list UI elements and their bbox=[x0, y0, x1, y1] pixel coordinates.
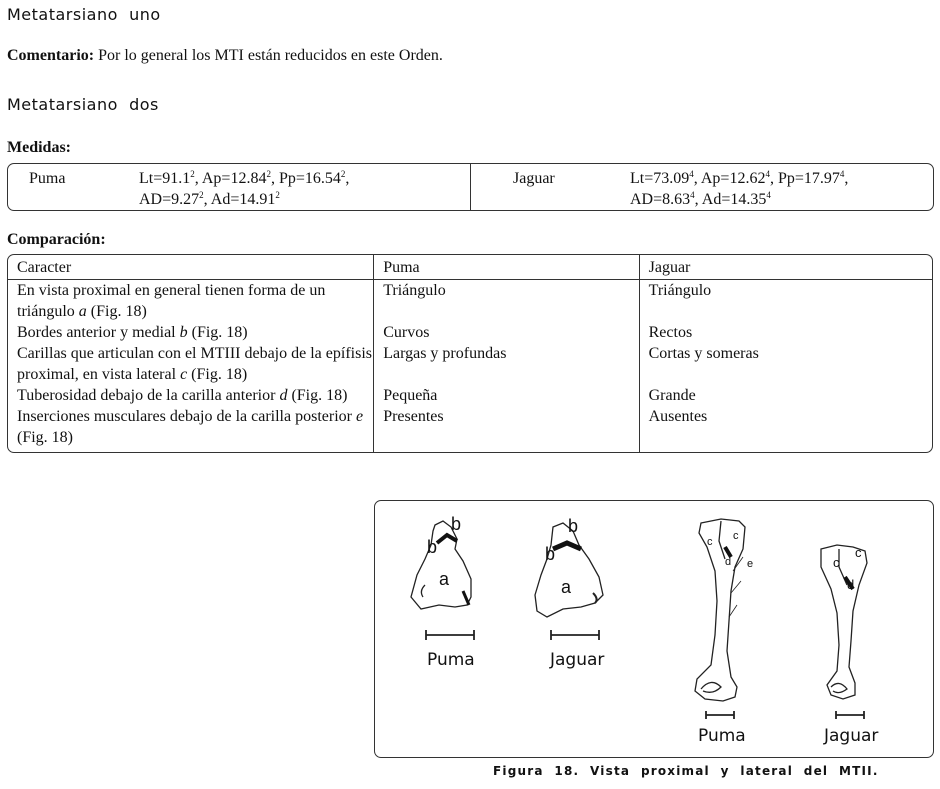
label-d-puma: d bbox=[725, 556, 732, 568]
label-c-puma-2: c bbox=[733, 530, 739, 542]
row-jaguar: Cortas y someras bbox=[639, 343, 932, 385]
label-c-jaguar-1: c bbox=[833, 555, 840, 570]
table-row bbox=[8, 385, 932, 406]
measures-puma-values bbox=[139, 168, 349, 210]
label-a-puma: a bbox=[439, 569, 450, 589]
measures-label: Medidas: bbox=[7, 139, 71, 156]
scale-bar-jaguar-lateral bbox=[836, 711, 864, 719]
scale-bar-puma-lateral bbox=[706, 711, 734, 719]
row-caracter: Carillas que articulan con el MTIII debajo de la epífisis proximal, en vista lateral c (Fig. 18) bbox=[17, 345, 372, 383]
scale-bar-jaguar-proximal bbox=[551, 630, 599, 640]
measures-puma-line2: $AD=9.27^2$, $Ad=14.91^2$ bbox=[139, 190, 280, 208]
label-c-puma-1: c bbox=[707, 536, 713, 548]
heading-metatarsiano-dos: Metatarsiano dos bbox=[7, 95, 159, 114]
comment-text: Por lo general los MTI están reducidos en este Orden. bbox=[94, 47, 443, 64]
label-a-jaguar: a bbox=[561, 577, 572, 597]
figure-label-jaguar-lateral: Jaguar bbox=[824, 726, 879, 746]
figure-label-jaguar-proximal: Jaguar bbox=[550, 650, 605, 670]
row-puma: Curvos bbox=[373, 322, 638, 343]
row-caracter: Tuberosidad debajo de la carilla anterior d (Fig. 18) bbox=[17, 387, 348, 404]
row-caracter: En vista proximal en general tienen forma de un triángulo a (Fig. 18) bbox=[17, 282, 326, 320]
table-row bbox=[8, 343, 932, 385]
jaguar-proximal-bone bbox=[535, 523, 603, 617]
figure-caption: Figura 18. Vista proximal y lateral del MTII. bbox=[493, 764, 879, 778]
measures-jaguar-line1: $Lt=73.09^4$, $Ap=12.62^4$, $Pp=17.97^4$, bbox=[630, 169, 849, 187]
table-header-row bbox=[8, 255, 932, 280]
comment-label: Comentario: bbox=[7, 47, 95, 64]
heading-metatarsiano-uno: Metatarsiano uno bbox=[7, 5, 161, 24]
measures-divider bbox=[470, 164, 471, 210]
label-d-jaguar: d bbox=[847, 577, 855, 592]
comparison-label: Comparación: bbox=[7, 231, 106, 248]
table-row bbox=[8, 406, 932, 452]
measures-jaguar-line2: $AD=8.63^4$, $Ad=14.35^4$ bbox=[630, 190, 771, 208]
row-caracter: Bordes anterior y medial b (Fig. 18) bbox=[17, 324, 248, 341]
figure-18-panel bbox=[374, 500, 934, 758]
row-puma: Triángulo bbox=[373, 280, 638, 322]
comment-paragraph bbox=[7, 47, 443, 65]
comparison-table bbox=[7, 254, 933, 453]
header-puma: Puma bbox=[373, 255, 638, 280]
row-puma: Pequeña bbox=[373, 385, 638, 406]
row-puma: Presentes bbox=[373, 406, 638, 452]
row-jaguar: Grande bbox=[639, 385, 932, 406]
figure-18-drawing bbox=[375, 501, 933, 757]
header-caracter: Caracter bbox=[8, 255, 373, 280]
row-jaguar: Rectos bbox=[639, 322, 932, 343]
label-b-jaguar-top: b bbox=[568, 516, 579, 536]
header-jaguar: Jaguar bbox=[639, 255, 932, 280]
measures-puma-name: Puma bbox=[29, 170, 66, 187]
label-e-puma: e bbox=[747, 558, 754, 570]
measures-box bbox=[7, 163, 934, 211]
label-c-jaguar-2: c bbox=[855, 545, 862, 560]
jaguar-lateral-bone bbox=[821, 545, 867, 699]
figure-label-puma-proximal: Puma bbox=[427, 650, 475, 670]
label-b-jaguar-side: b bbox=[545, 544, 556, 564]
row-jaguar: Ausentes bbox=[639, 406, 932, 452]
row-caracter: Inserciones musculares debajo de la carilla posterior e (Fig. 18) bbox=[17, 408, 364, 446]
table-row bbox=[8, 280, 932, 322]
puma-proximal-bone bbox=[411, 521, 471, 609]
measures-puma-line1: $Lt=91.1^2$, $Ap=12.84^2$, $Pp=16.54^2$, bbox=[139, 169, 350, 187]
measures-jaguar-name: Jaguar bbox=[513, 170, 555, 187]
table-row bbox=[8, 322, 932, 343]
label-b-puma-top: b bbox=[451, 514, 462, 534]
label-b-puma-side: b bbox=[427, 537, 438, 557]
puma-lateral-bone bbox=[695, 519, 745, 701]
figure-label-puma-lateral: Puma bbox=[698, 726, 746, 746]
scale-bar-puma-proximal bbox=[426, 630, 474, 640]
measures-jaguar-values bbox=[630, 168, 848, 210]
row-puma: Largas y profundas bbox=[373, 343, 638, 385]
row-jaguar: Triángulo bbox=[639, 280, 932, 322]
